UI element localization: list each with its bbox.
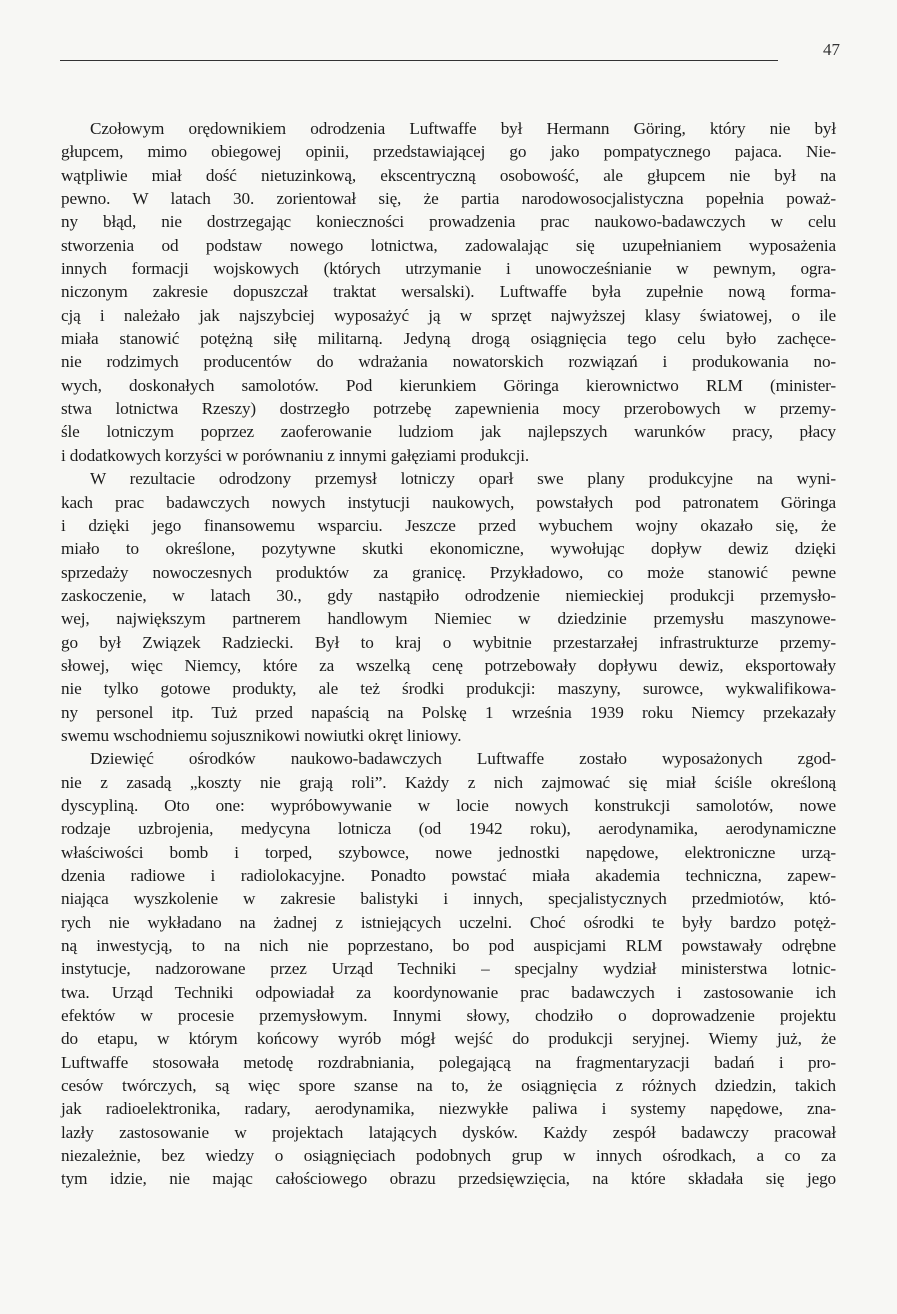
text-line: rodzaje uzbrojenia, medycyna lotnicza (od 1942 roku), aerodynamika, aerodynamiczne bbox=[61, 819, 836, 839]
text-line: miała stanowić potężną siłę militarną. Jedyną drogą osiągnięcia tego celu było zachęce- bbox=[61, 329, 836, 349]
text-line: wych, doskonałych samolotów. Pod kierunkiem Göringa kierownictwo RLM (minister- bbox=[61, 375, 836, 395]
text-line: stwa lotnictwa Rzeszy) dostrzegło potrzebę zapewnienia mocy przerobowych w przemy- bbox=[61, 399, 836, 419]
text-line: W rezultacie odrodzony przemysł lotniczy oparł swe plany produkcyjne na wyni- bbox=[90, 469, 836, 489]
text-line: efektów w procesie przemysłowym. Innymi słowy, chodziło o doprowadzenie projektu bbox=[61, 1006, 836, 1026]
text-line: Dziewięć ośrodków naukowo-badawczych Luftwaffe zostało wyposażonych zgod- bbox=[90, 749, 836, 769]
text-line: sprzedaży nowoczesnych produktów za granicę. Przykładowo, co może stanowić pewne bbox=[61, 562, 836, 582]
text-line: nie z zasadą „koszty nie grają roli”. Każdy z nich zajmować się miał ściśle określoną bbox=[61, 772, 836, 792]
page-number: 47 bbox=[823, 40, 840, 59]
text-line: rych nie wykładano na żadnej z istniejących uczelni. Choć ośrodki te były bardzo potęż- bbox=[61, 912, 836, 932]
body-text bbox=[61, 117, 836, 1191]
text-line: pewno. W latach 30. zorientował się, że partia narodowosocjalistyczna popełnia poważ- bbox=[61, 189, 836, 209]
text-line: Czołowym orędownikiem odrodzenia Luftwaffe był Hermann Göring, który nie był bbox=[90, 119, 836, 138]
text-line: ną inwestycją, to na nich nie poprzestano, bo pod auspicjami RLM powstawały odrębne bbox=[61, 936, 836, 956]
text-line: głupcem, mimo obiegowej opinii, przedstawiającej go jako pompatycznego pajaca. Nie- bbox=[61, 142, 836, 162]
text-line: właściwości bomb i torped, szybowce, nowe jednostki napędowe, elektroniczne urzą- bbox=[61, 842, 836, 862]
text-line: do etapu, w którym końcowy wyrób mógł wejść do produkcji seryjnej. Wiemy już, że bbox=[61, 1029, 836, 1049]
text-line: ny personel itp. Tuż przed napaścią na Polskę 1 września 1939 roku Niemcy przekazały bbox=[61, 702, 836, 722]
paragraph bbox=[61, 117, 836, 467]
text-line: dyscypliną. Oto one: wypróbowywanie w locie nowych konstrukcji samolotów, nowe bbox=[61, 795, 836, 815]
text-line: Luftwaffe stosowała metodę rozdrabniania, polegającą na fragmentaryzacji badań i pro- bbox=[61, 1052, 836, 1072]
text-line: i dzięki jego finansowemu wsparciu. Jeszcze przed wybuchem wojny okazało się, że bbox=[61, 515, 836, 535]
text-line: śle lotniczym poprzez zaoferowanie ludziom jak najlepszych warunków pracy, płacy bbox=[61, 422, 836, 442]
text-line: zaskoczenie, w latach 30., gdy nastąpiło odrodzenie niemieckiej produkcji przemysło- bbox=[61, 585, 836, 605]
text-line: i dodatkowych korzyści w porównaniu z innymi gałęziami produkcji. bbox=[61, 445, 530, 465]
text-line: innych formacji wojskowych (których utrzymanie i unowocześnianie w pewnym, ogra- bbox=[61, 259, 836, 279]
text-line: nie rodzimych producentów do wdrażania nowatorskich rozwiązań i produkowania no- bbox=[61, 352, 836, 372]
header-rule bbox=[60, 60, 778, 61]
text-line: ny błąd, nie dostrzegając konieczności prowadzenia prac naukowo-badawczych w celu bbox=[61, 212, 836, 232]
text-line: wątpliwie miał dość nietuzinkową, ekscentryczną osobowość, ale głupcem nie był na bbox=[61, 165, 836, 185]
text-line: kach prac badawczych nowych instytucji naukowych, powstałych pod patronatem Göringa bbox=[61, 492, 836, 512]
text-line: tym idzie, nie mając całościowego obrazu przedsięwzięcia, na które składała się jego bbox=[61, 1169, 836, 1189]
text-line: twa. Urząd Techniki odpowiadał za koordynowanie prac badawczych i zastosowanie ich bbox=[61, 982, 836, 1002]
text-line: cją i należało jak najszybciej wyposażyć ją w sprzęt najwyższej klasy światowej, o ile bbox=[61, 305, 836, 325]
text-line: niezależnie, bez wiedzy o osiągnięciach podobnych grup w innych ośrodkach, a co za bbox=[61, 1146, 836, 1166]
text-line: instytucje, nadzorowane przez Urząd Techniki – specjalny wydział ministerstwa lotnic- bbox=[61, 959, 836, 979]
text-line: wej, największym partnerem handlowym Niemiec w dziedzinie przemysłu maszynowe- bbox=[61, 609, 836, 629]
text-line: jak radioelektronika, radary, aerodynamika, niezwykłe paliwa i systemy napędowe, zna- bbox=[61, 1099, 836, 1119]
text-line: lazły zastosowanie w projektach latających dysków. Każdy zespół badawczy pracował bbox=[61, 1122, 836, 1142]
paragraph bbox=[61, 467, 836, 747]
text-line: miało to określone, pozytywne skutki ekonomiczne, wywołując dopływ dewiz dzięki bbox=[61, 539, 836, 559]
text-line: go był Związek Radziecki. Był to kraj o wybitnie przestarzałej infrastrukturze przemy- bbox=[61, 632, 836, 652]
text-line: słowej, więc Niemcy, które za wszelką cenę potrzebowały dopływu dewiz, eksportowały bbox=[61, 655, 836, 675]
text-line: stworzenia od podstaw nowego lotnictwa, zadowalając się uzupełnianiem wyposażenia bbox=[61, 235, 836, 255]
text-line: dzenia radiowe i radiolokacyjne. Ponadto powstać miała akademia techniczna, zapew- bbox=[61, 866, 836, 885]
paragraph bbox=[61, 747, 836, 1191]
text-line: cesów twórczych, są więc spore szanse na to, że osiągnięcia z różnych dziedzin, takich bbox=[61, 1076, 836, 1096]
text-line: niczonym zakresie dopuszczał traktat wersalski). Luftwaffe była zupełnie nową forma- bbox=[61, 282, 836, 302]
text-line: swemu wschodniemu sojusznikowi nowiutki okręt liniowy. bbox=[61, 725, 462, 745]
text-line: nie tylko gotowe produkty, ale też środki produkcji: maszyny, surowce, wykwalifikowa- bbox=[61, 679, 836, 699]
text-line: niająca wyszkolenie w zakresie balistyki i innych, specjalistycznych przedmiotów, któ- bbox=[61, 889, 836, 909]
